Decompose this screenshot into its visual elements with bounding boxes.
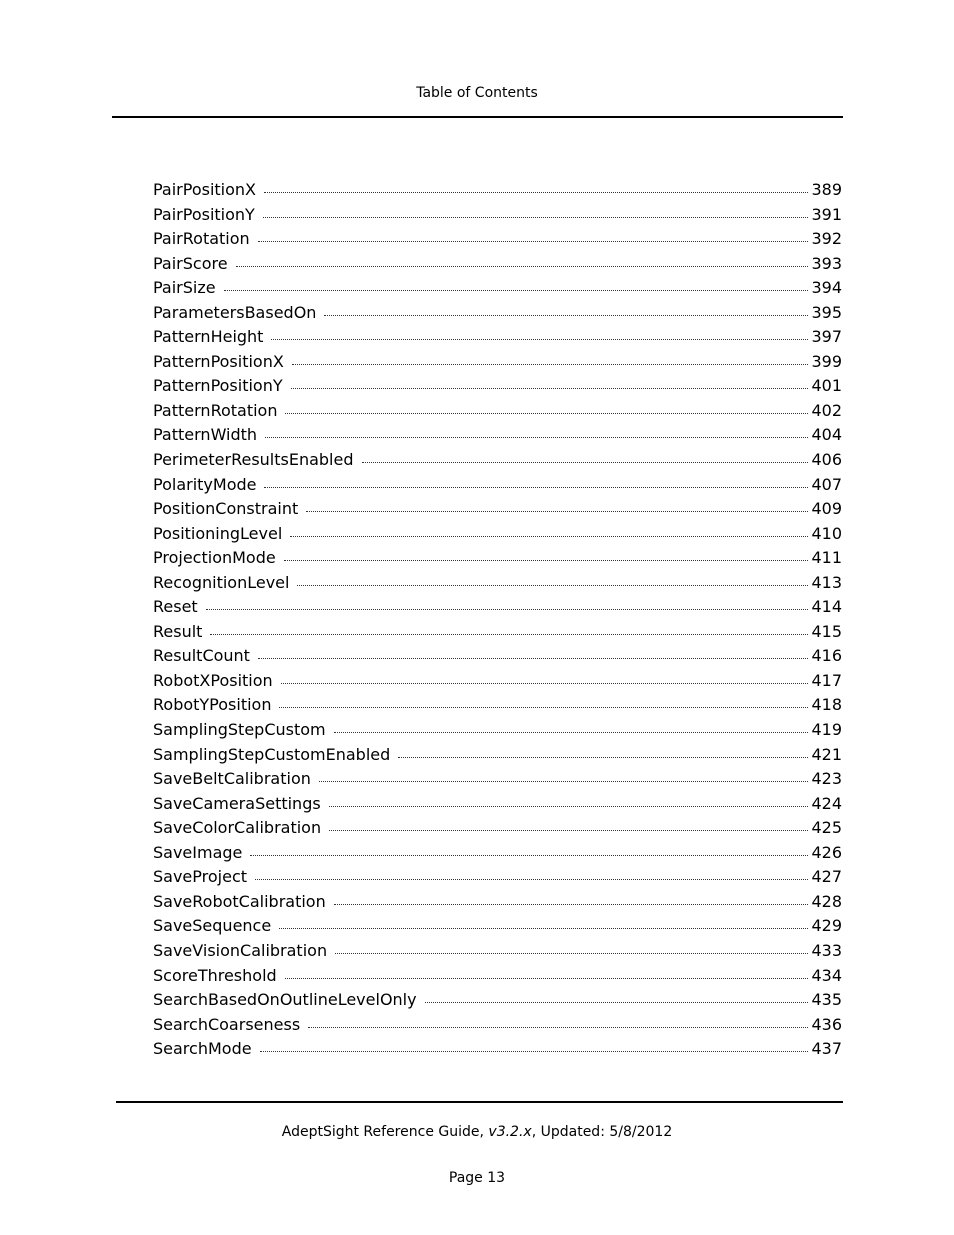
page-number: Page 13: [448, 1170, 506, 1186]
toc-entry[interactable]: [153, 890, 842, 915]
toc-entry-page: 411: [811, 548, 842, 568]
toc-entry-name: SearchMode: [153, 1039, 252, 1059]
toc-entry[interactable]: [153, 964, 842, 989]
toc-entry-name: SaveProject: [153, 867, 248, 887]
toc-entry[interactable]: [153, 399, 842, 424]
toc-entry-page: 437: [811, 1039, 842, 1059]
toc-entry-page: 416: [811, 646, 842, 666]
toc-dot-leader: [285, 413, 808, 414]
toc-entry[interactable]: [153, 227, 842, 252]
toc-entry-page: 393: [811, 253, 842, 273]
toc-entry[interactable]: [153, 644, 842, 669]
toc-entry-page: 433: [811, 940, 842, 960]
footer-version: v3.2.x: [488, 1124, 532, 1140]
toc-entry[interactable]: [153, 693, 842, 718]
toc-entry[interactable]: [153, 178, 842, 203]
toc-dot-leader: [264, 192, 808, 193]
toc-entry-page: 418: [811, 695, 842, 715]
toc-entry-name: PatternWidth: [153, 425, 258, 445]
toc-entry[interactable]: [153, 374, 842, 399]
toc-entry-page: 413: [811, 572, 842, 592]
toc-dot-leader: [398, 757, 808, 758]
toc-entry-page: 425: [811, 818, 842, 838]
toc-dot-leader: [271, 339, 808, 340]
toc-entry-name: ResultCount: [153, 646, 250, 666]
toc-entry-page: 427: [811, 867, 842, 887]
toc-dot-leader: [250, 855, 808, 856]
toc-entry[interactable]: [153, 988, 842, 1013]
toc-entry-page: 419: [811, 720, 842, 740]
toc-entry-name: RecognitionLevel: [153, 572, 290, 592]
toc-entry-name: SaveRobotCalibration: [153, 891, 326, 911]
toc-entry[interactable]: [153, 522, 842, 547]
toc-dot-leader: [362, 462, 809, 463]
toc-entry-page: 407: [811, 474, 842, 494]
toc-dot-leader: [210, 634, 808, 635]
toc-entry[interactable]: [153, 473, 842, 498]
toc-dot-leader: [329, 806, 809, 807]
page-header-title: Table of Contents: [416, 85, 538, 101]
toc-entry-page: 404: [811, 425, 842, 445]
toc-entry-page: 391: [811, 204, 842, 224]
toc-dot-leader: [285, 978, 809, 979]
toc-dot-leader: [255, 879, 808, 880]
toc-entry-page: 401: [811, 376, 842, 396]
footer-guide-title: AdeptSight Reference Guide,: [281, 1124, 484, 1140]
toc-entry[interactable]: [153, 252, 842, 277]
toc-entry[interactable]: [153, 939, 842, 964]
toc-dot-leader: [258, 241, 809, 242]
toc-entry-name: PositionConstraint: [153, 499, 299, 519]
toc-entry-name: PatternPositionX: [153, 351, 284, 371]
toc-entry-name: PatternPositionY: [153, 376, 283, 396]
header-divider: [112, 116, 843, 118]
toc-entry-page: 402: [811, 400, 842, 420]
toc-entry-page: 397: [811, 327, 842, 347]
toc-entry-name: Reset: [153, 597, 198, 617]
toc-entry-page: 414: [811, 597, 842, 617]
toc-entry[interactable]: [153, 865, 842, 890]
toc-dot-leader: [334, 904, 809, 905]
toc-dot-leader: [264, 487, 808, 488]
toc-entry-name: PatternRotation: [153, 400, 278, 420]
toc-entry[interactable]: [153, 743, 842, 768]
toc-entry[interactable]: [153, 669, 842, 694]
toc-entry-name: SaveCameraSettings: [153, 793, 321, 813]
toc-dot-leader: [335, 953, 808, 954]
toc-entry[interactable]: [153, 767, 842, 792]
toc-dot-leader: [329, 830, 808, 831]
toc-entry-page: 395: [811, 302, 842, 322]
toc-entry-name: PairPositionY: [153, 204, 255, 224]
toc-dot-leader: [306, 511, 808, 512]
toc-entry-name: SaveColorCalibration: [153, 818, 322, 838]
toc-entry-name: SearchBasedOnOutlineLevelOnly: [153, 990, 417, 1010]
toc-entry-name: PairRotation: [153, 229, 250, 249]
toc-entry[interactable]: [153, 571, 842, 596]
toc-dot-leader: [292, 364, 809, 365]
toc-entry-name: SaveImage: [153, 842, 243, 862]
toc-entry-name: SaveVisionCalibration: [153, 940, 328, 960]
toc-entry-name: ProjectionMode: [153, 548, 276, 568]
toc-entry[interactable]: [153, 325, 842, 350]
toc-entry-page: 417: [811, 670, 842, 690]
toc-entry-name: SaveBeltCalibration: [153, 769, 311, 789]
toc-entry[interactable]: [153, 448, 842, 473]
toc-dot-leader: [279, 707, 808, 708]
toc-entry-name: Result: [153, 621, 203, 641]
toc-entry-name: ScoreThreshold: [153, 965, 277, 985]
toc-dot-leader: [308, 1027, 808, 1028]
toc-entry-name: PairSize: [153, 278, 216, 298]
toc-entry-name: SamplingStepCustom: [153, 720, 326, 740]
footer-guide-info: [0, 1123, 954, 1141]
toc-entry-page: 392: [811, 229, 842, 249]
toc-entry-name: SaveSequence: [153, 916, 272, 936]
toc-entry[interactable]: [153, 792, 842, 817]
toc-entry-page: 423: [811, 769, 842, 789]
toc-dot-leader: [334, 732, 809, 733]
toc-entry[interactable]: [153, 350, 842, 375]
toc-entry[interactable]: [153, 203, 842, 228]
toc-entry-name: PolarityMode: [153, 474, 257, 494]
toc-entry-name: PairScore: [153, 253, 228, 273]
toc-entry[interactable]: [153, 546, 842, 571]
toc-entry[interactable]: [153, 423, 842, 448]
toc-dot-leader: [206, 609, 809, 610]
toc-dot-leader: [279, 928, 808, 929]
toc-entry-name: SamplingStepCustomEnabled: [153, 744, 391, 764]
toc-entry-page: 428: [811, 891, 842, 911]
table-of-contents: [153, 178, 842, 1062]
toc-entry[interactable]: [153, 276, 842, 301]
toc-entry[interactable]: [153, 497, 842, 522]
toc-dot-leader: [281, 683, 809, 684]
toc-entry-page: 435: [811, 990, 842, 1010]
toc-entry-page: 406: [811, 450, 842, 470]
toc-entry-name: PositioningLevel: [153, 523, 283, 543]
toc-entry-page: 389: [811, 180, 842, 199]
toc-dot-leader: [425, 1002, 809, 1003]
toc-dot-leader: [263, 217, 809, 218]
toc-dot-leader: [319, 781, 809, 782]
toc-entry[interactable]: [153, 914, 842, 939]
footer-divider: [116, 1101, 843, 1103]
toc-entry-name: SearchCoarseness: [153, 1014, 301, 1034]
toc-entry-name: PairPositionX: [153, 180, 257, 199]
toc-entry[interactable]: [153, 1013, 842, 1038]
toc-entry-page: 434: [811, 965, 842, 985]
toc-entry[interactable]: [153, 816, 842, 841]
toc-dot-leader: [265, 437, 808, 438]
toc-entry[interactable]: [153, 301, 842, 326]
toc-dot-leader: [291, 388, 809, 389]
toc-dot-leader: [260, 1051, 809, 1052]
toc-entry-page: 410: [811, 523, 842, 543]
toc-dot-leader: [324, 315, 808, 316]
toc-entry-name: RobotXPosition: [153, 670, 273, 690]
toc-entry-name: RobotYPosition: [153, 695, 272, 715]
toc-dot-leader: [284, 560, 809, 561]
toc-entry-page: 429: [811, 916, 842, 936]
toc-entry-name: PatternHeight: [153, 327, 264, 347]
toc-entry-page: 421: [811, 744, 842, 764]
toc-entry[interactable]: [153, 620, 842, 645]
toc-dot-leader: [224, 290, 809, 291]
toc-dot-leader: [297, 585, 808, 586]
toc-entry-page: 424: [811, 793, 842, 813]
toc-entry-name: PerimeterResultsEnabled: [153, 450, 354, 470]
toc-entry-page: 409: [811, 499, 842, 519]
toc-entry-name: ParametersBasedOn: [153, 302, 317, 322]
toc-entry-page: 426: [811, 842, 842, 862]
toc-entry[interactable]: [153, 595, 842, 620]
toc-entry[interactable]: [153, 718, 842, 743]
toc-entry-page: 436: [811, 1014, 842, 1034]
toc-entry[interactable]: [153, 1037, 842, 1062]
toc-dot-leader: [290, 536, 808, 537]
toc-dot-leader: [258, 658, 809, 659]
toc-entry[interactable]: [153, 841, 842, 866]
toc-entry-page: 399: [811, 351, 842, 371]
toc-entry-page: 415: [811, 621, 842, 641]
toc-dot-leader: [236, 266, 809, 267]
toc-entry-page: 394: [811, 278, 842, 298]
footer-updated: , Updated: 5/8/2012: [531, 1124, 673, 1140]
